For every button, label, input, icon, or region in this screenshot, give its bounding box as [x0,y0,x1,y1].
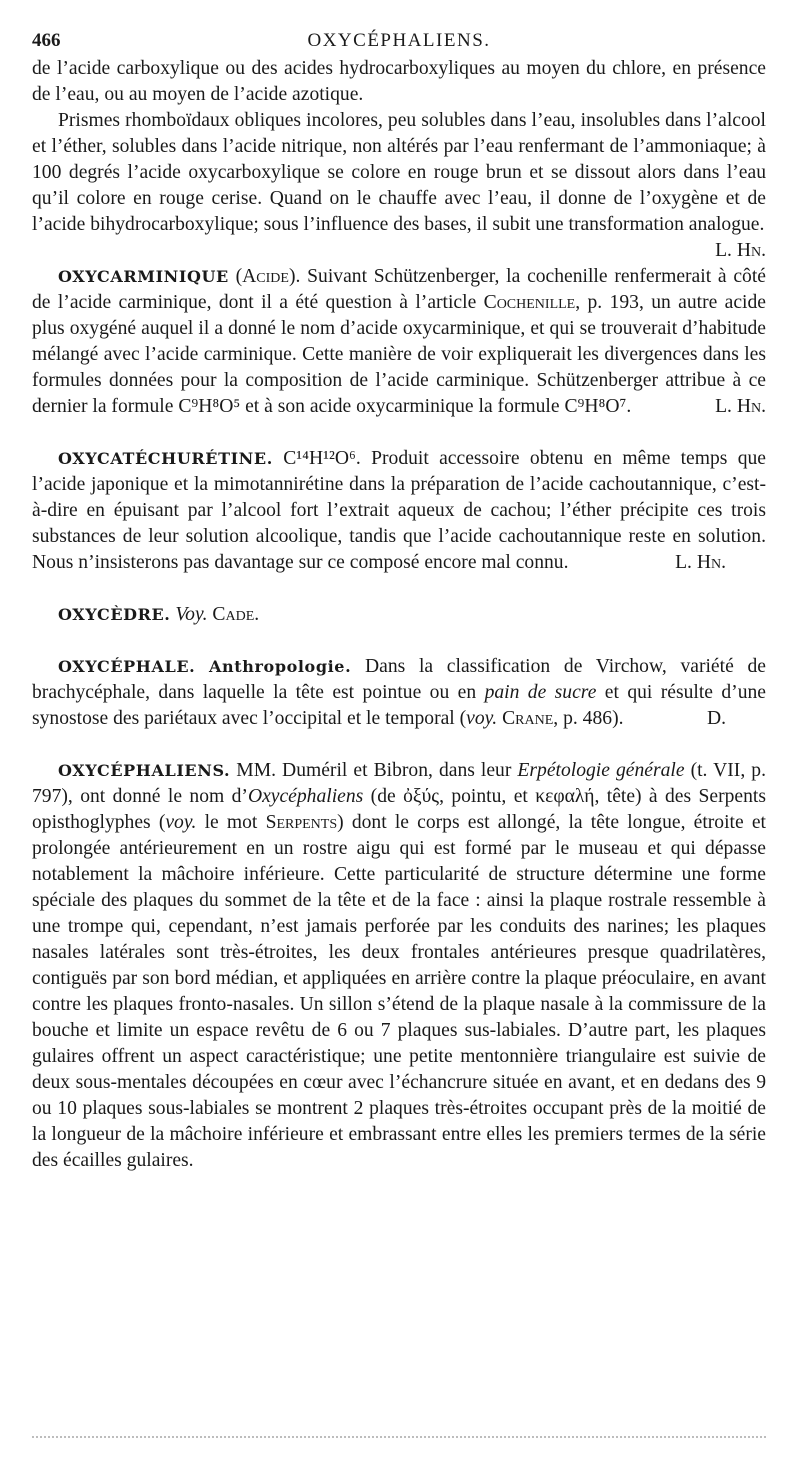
entry-oxycephaliens [32,758,766,1174]
entry-headword: OXYCÈDRE. [58,605,171,624]
italic-work-title: Erpétologie générale [517,760,685,781]
page-number: 466 [32,30,61,51]
entry-text: (t. VII, p. 797), ont donné le nom d’ [32,760,766,807]
chemical-formula: C¹⁴H¹²O⁶. [283,448,361,469]
entry-text: et qui résulte d’une synostose des pariétaux avec l’occipital et le temporal ( [32,682,766,729]
author-signature: L. Hn. [715,396,766,417]
entry-oxycarminique [32,264,766,420]
cross-reference: Cade. [212,604,260,625]
entry-text: ) dont le corps est allongé, la tête longue, étroite et prolongée antérieurement en un rostre aigu qui est formé par le museau et qui dépasse notablement la mâchoire inférieure. Cette particularité de structure détermine une forme spéciale des plaques du sommet de la tête et de la face : ainsi la plaque rostrale ressemble à une trompe qui, cependant, n’est jamais perforée par les conduits des narines; les plaques nasales latérales sont très-étroites, les deux frontales antérieures presque quadrilatères, contiguës par son bord médian, et appliquées en arrière contre la plaque préoculaire, en avant contre les plaques fronto-nasales. Un sillon s’étend de la plaque nasale à la commissure de la bouche et limite un espace revêtu de 6 ou 7 plaques sus-labiales. D’autre part, les plaques gulaires offrent un aspect caractéristique; une petite mentonnière triangulaire est suivie de deux sous-mentales découpées en cœur avec l’échancrure située en avant, et en dedans des 9 ou 10 plaques sous-labiales se montrent 2 plaques très-étroites occupant près de la moitié de la longueur de la mâchoire inférieure et embrassant entre elles les premiers termes de la série des écailles gulaires. [32,812,767,1171]
entry-text: Suivant Schützenberger, la cochenille renfermerait à côté de l’acide carminique, dont il a été question à l’article [32,266,766,313]
entry-text: le mot [204,812,258,833]
entry-headword: OXYCÉPHALE. [58,657,196,676]
entry-text: (de ὀξύς, pointu, et κεφαλή, tête) à des Serpents opisthoglyphes ( [32,786,766,833]
voy-label: voy. [165,812,197,833]
entry-text: Dans la classification de Virchow, variété de brachycéphale, dans laquelle la tête est pointue ou en [32,656,766,703]
author-signature: D. [706,708,726,729]
footer-dotted-rule [32,1436,766,1438]
author-signature: L. Hn. [675,552,726,573]
italic-phrase: pain de sucre [484,682,597,703]
paragraph-text: de l’acide carboxylique ou des acides hydrocarboxyliques au moyen du chlore, en présence de l’eau, ou au moyen de l’acide azotique. [32,58,766,105]
page-header [32,30,766,56]
running-title: OXYCÉPHALIENS. [307,30,491,51]
entry-headword: OXYCÉPHALIENS. [58,761,231,780]
entry-oxycatechuretine [32,446,766,576]
voy-label: voy. [466,708,498,729]
cross-reference: Serpents [265,812,338,833]
entry-text: Produit accessoire obtenu en même temps que l’acide japonique et la mimotannirétine dans la préparation de l’acide cachoutannique, c’est-à-dire en épuisant par l’alcool fort l’extrait aqueux de cachou; l’éther précipite ces trois substances de leur solution alcoolique, tandis que l’acide cachoutannique reste en solution. Nous n’insisterons pas davantage sur ce composé encore mal connu. [32,448,766,573]
entry-headword: OXYCATÉCHURÉTINE. [58,449,273,468]
cross-reference: Crane, [502,708,559,729]
paragraph-prismes [32,108,766,261]
entry-headword: OXYCARMINIQUE [58,267,229,286]
paragraph-text: Prismes rhomboïdaux obliques incolores, peu solubles dans l’eau, insolubles dans l’alcool et l’éther, solubles dans l’acide nitrique, non altérés par l’eau renfermant de l’ammoniaque; à 100 degrés l’acide oxycarboxylique se colore en rouge brun et se dissout alors dans l’eau qu’il colore en rouge cerise. Quand on le chauffe avec l’eau, il donne de l’oxygène et de l’acide bihydrocarboxylique; sous l’influence des bases, il subit une transformation analogue. [32,110,766,235]
subject-label: Anthropologie. [209,657,352,676]
entry-text: p. 486). [563,708,624,729]
page [32,30,766,1174]
entry-oxycephale [32,654,766,732]
voy-label: Voy. [175,604,208,625]
entry-text: MM. Duméril et Bibron, dans leur [236,760,512,781]
cross-reference: Cochenille, [483,292,581,313]
entry-oxycedre [32,602,766,628]
italic-taxon: Oxycéphaliens [247,786,364,807]
entry-text: p. 193, un autre acide plus oxygéné auquel il a donné le nom d’acide oxycarminique, et qui se trouverait d’habitude mélangé avec l’acide carminique. Cette manière de voir expliquerait les divergences dans les formules données pour la composition de l’acide carminique. Schützenberger attribue à ce dernier la formule C⁹H⁸O⁵ et à son acide oxycarminique la formule C⁹H⁸O⁷. [32,292,766,417]
entry-label: (Acide). [235,266,301,287]
author-signature: L. Hn. [715,240,766,261]
paragraph-continuation [32,56,766,108]
